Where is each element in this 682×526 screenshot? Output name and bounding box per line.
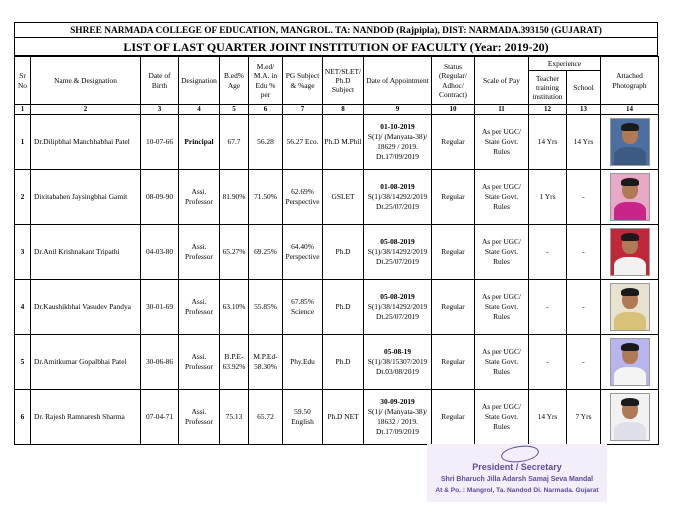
pay-cell: As per UGC/ State Govt. Rules <box>475 390 529 445</box>
photo-body <box>614 312 646 331</box>
dob-cell: 04-03-80 <box>141 225 179 280</box>
sr-cell: 5 <box>15 335 31 390</box>
status-cell: Regular <box>432 170 475 225</box>
designation-cell: Assi. Professor <box>179 390 220 445</box>
net-cell: GSLET <box>323 170 364 225</box>
appointment-date: 05-08-19 <box>383 347 412 357</box>
col-number: 6 <box>249 105 283 115</box>
table-row <box>15 280 659 335</box>
col-number: 1 <box>15 105 31 115</box>
status-cell: Regular <box>432 335 475 390</box>
sr-cell: 2 <box>15 170 31 225</box>
photo-cell <box>601 225 659 280</box>
col-dob: Date of Birth <box>141 57 179 105</box>
pg-cell: 56.27 Eco. <box>283 115 323 170</box>
faculty-table <box>14 56 659 445</box>
exp-school-cell: - <box>567 335 601 390</box>
status-cell: Regular <box>432 115 475 170</box>
exp-school-cell: - <box>567 170 601 225</box>
table-row <box>15 115 659 170</box>
col-designation: Designation <box>179 57 220 105</box>
photo-cell <box>601 115 659 170</box>
signature-stamp <box>427 444 607 502</box>
appointment-cell <box>364 390 432 445</box>
sr-cell: 1 <box>15 115 31 170</box>
net-cell: Ph.D NET <box>323 390 364 445</box>
status-cell: Regular <box>432 225 475 280</box>
pg-cell: Phy.Edu <box>283 335 323 390</box>
exp-teacher-cell: 1 Yrs <box>529 170 567 225</box>
col-number: 8 <box>323 105 364 115</box>
col-number: 7 <box>283 105 323 115</box>
document-title: LIST OF LAST QUARTER JOINT INSTITUTION OF FACULTY (Year: 2019-20) <box>14 38 658 56</box>
stamp-line-3: At & Po. : Mangrol, Ta. Nandod Di. Narmada. Gujarat <box>435 487 599 494</box>
col-net: NET/SLET/ Ph.D Subject <box>323 57 364 105</box>
name-cell: Dixitabahen Jaysingbhai Gamit <box>31 170 141 225</box>
faculty-photo <box>610 338 650 386</box>
med-cell: 71.50% <box>249 170 283 225</box>
exp-school-cell: 14 Yrs <box>567 115 601 170</box>
appointment-date: 05-08-2019 <box>380 237 415 247</box>
col-name: Name & Designation <box>31 57 141 105</box>
appointment-reference: S(1)/38/14292/2019 Dt.25/07/2019 <box>367 302 428 321</box>
sr-cell: 4 <box>15 280 31 335</box>
exp-teacher-cell: - <box>529 225 567 280</box>
stamp-line-2: Shri Bharuch Jilla Adarsh Samaj Seva Mandal <box>440 476 594 483</box>
sr-cell: 3 <box>15 225 31 280</box>
pay-cell: As per UGC/ State Govt. Rules <box>475 335 529 390</box>
bed-cell: 81.90% <box>220 170 249 225</box>
dob-cell: 07-04-71 <box>141 390 179 445</box>
status-cell: Regular <box>432 390 475 445</box>
col-number: 14 <box>601 105 659 115</box>
col-number: 10 <box>432 105 475 115</box>
column-number-row <box>15 105 659 115</box>
col-number: 3 <box>141 105 179 115</box>
col-number: 5 <box>220 105 249 115</box>
dob-cell: 30-06-86 <box>141 335 179 390</box>
designation-cell: Assi. Professor <box>179 225 220 280</box>
net-cell: Ph.D <box>323 335 364 390</box>
pay-cell: As per UGC/ State Govt. Rules <box>475 170 529 225</box>
col-sr: Sr No <box>15 57 31 105</box>
col-photo: Attached Photograph <box>601 57 659 105</box>
med-cell: 55.85% <box>249 280 283 335</box>
med-cell: 69.25% <box>249 225 283 280</box>
col-status: Status (Regular/ Adhoc/ Contract) <box>432 57 475 105</box>
col-pay: Scale of Pay <box>475 57 529 105</box>
status-cell: Regular <box>432 280 475 335</box>
col-bed: B.ed% Age <box>220 57 249 105</box>
photo-hair <box>621 288 639 296</box>
col-exp-school: School <box>567 71 601 105</box>
photo-body <box>614 257 646 276</box>
photo-cell <box>601 170 659 225</box>
med-cell: 65.72 <box>249 390 283 445</box>
med-cell: M.P.Ed- 58.30% <box>249 335 283 390</box>
pg-cell: 64.40% Perspective <box>283 225 323 280</box>
exp-teacher-cell: 14 Yrs <box>529 115 567 170</box>
appointment-reference: S(1)/38/14292/2019 Dt.25/07/2019 <box>367 247 428 266</box>
designation-cell: Assi. Professor <box>179 335 220 390</box>
photo-hair <box>621 123 639 131</box>
pay-cell: As per UGC/ State Govt. Rules <box>475 225 529 280</box>
photo-body <box>614 367 646 386</box>
photo-hair <box>621 343 639 351</box>
document-page <box>14 22 668 445</box>
exp-teacher-cell: 14 Yrs <box>529 390 567 445</box>
photo-body <box>614 147 646 166</box>
faculty-photo <box>610 228 650 276</box>
col-experience: Experience <box>529 57 601 71</box>
designation-cell: Principal <box>179 115 220 170</box>
col-number: 9 <box>364 105 432 115</box>
name-cell: Dr. Rajesh Ramnaresh Sharma <box>31 390 141 445</box>
photo-hair <box>621 233 639 241</box>
col-number: 11 <box>475 105 529 115</box>
appointment-date: 05-08-2019 <box>380 292 415 302</box>
appointment-cell <box>364 170 432 225</box>
pg-cell: 67.85% Science <box>283 280 323 335</box>
appointment-cell <box>364 225 432 280</box>
designation-cell: Assi. Professor <box>179 170 220 225</box>
appointment-reference: S(1)/ (Manyata-38)/ 18632 / 2019. Dt.17/09/2019 <box>367 407 428 436</box>
photo-hair <box>621 398 639 406</box>
appointment-date: 01-10-2019 <box>380 122 415 132</box>
dob-cell: 10-07-66 <box>141 115 179 170</box>
appointment-date: 30-09-2019 <box>380 397 415 407</box>
exp-school-cell: - <box>567 225 601 280</box>
med-cell: 56.28 <box>249 115 283 170</box>
appointment-reference: S(1)/38/14292/2019 Dt.25/07/2019 <box>367 192 428 211</box>
bed-cell: 65.27% <box>220 225 249 280</box>
table-row <box>15 225 659 280</box>
photo-cell <box>601 335 659 390</box>
net-cell: Ph.D <box>323 225 364 280</box>
dob-cell: 30-01-69 <box>141 280 179 335</box>
col-number: 13 <box>567 105 601 115</box>
designation-cell: Assi. Professor <box>179 280 220 335</box>
col-number: 4 <box>179 105 220 115</box>
photo-body <box>614 422 646 441</box>
col-exp-teacher: Teacher training institution <box>529 71 567 105</box>
table-row <box>15 335 659 390</box>
name-cell: Dr.Kaushikbhai Vasudev Pandya <box>31 280 141 335</box>
faculty-photo <box>610 393 650 441</box>
col-med: M.ed/ M.A. in Edu % per <box>249 57 283 105</box>
pg-cell: 59.50 English <box>283 390 323 445</box>
table-row <box>15 170 659 225</box>
faculty-photo <box>610 173 650 221</box>
net-cell: Ph.D <box>323 280 364 335</box>
stamp-line-1: President / Secretary <box>472 462 562 472</box>
pay-cell: As per UGC/ State Govt. Rules <box>475 280 529 335</box>
bed-cell: B.P.E- 63.92% <box>220 335 249 390</box>
appointment-cell <box>364 280 432 335</box>
exp-teacher-cell: - <box>529 335 567 390</box>
college-header: SHREE NARMADA COLLEGE OF EDUCATION, MANGROL. TA: NANDOD (Rajpipla), DIST: NARMADA.393150 (GUJARAT) <box>14 22 658 38</box>
name-cell: Dr.Amitkumar Gopalbhai Patel <box>31 335 141 390</box>
net-cell: Ph.D M.Phil <box>323 115 364 170</box>
appointment-date: 01-08-2019 <box>380 182 415 192</box>
appointment-reference: S(1)/ (Manyata-38)/ 18629 / 2019. Dt.17/09/2019 <box>367 132 428 161</box>
col-appointment: Date of Appointment <box>364 57 432 105</box>
sr-cell: 6 <box>15 390 31 445</box>
photo-body <box>614 202 646 221</box>
bed-cell: 67.7 <box>220 115 249 170</box>
photo-hair <box>621 178 639 186</box>
photo-cell <box>601 280 659 335</box>
name-cell: Dr.Anil Krishnakant Tripathi <box>31 225 141 280</box>
photo-cell <box>601 390 659 445</box>
bed-cell: 75.13 <box>220 390 249 445</box>
col-number: 2 <box>31 105 141 115</box>
col-pg: PG Subject & %age <box>283 57 323 105</box>
exp-school-cell: - <box>567 280 601 335</box>
name-cell: Dr.Dilipbhai Manchhabhai Patel <box>31 115 141 170</box>
faculty-photo <box>610 118 650 166</box>
exp-teacher-cell: - <box>529 280 567 335</box>
bed-cell: 63.10% <box>220 280 249 335</box>
faculty-photo <box>610 283 650 331</box>
table-row <box>15 390 659 445</box>
appointment-reference: S(1)/38/15307/2019 Dt.03/08/2019 <box>367 357 428 376</box>
exp-school-cell: 7 Yrs <box>567 390 601 445</box>
dob-cell: 08-09-90 <box>141 170 179 225</box>
col-number: 12 <box>529 105 567 115</box>
pg-cell: 62.69% Perspective <box>283 170 323 225</box>
pay-cell: As per UGC/ State Govt. Rules <box>475 115 529 170</box>
appointment-cell <box>364 115 432 170</box>
appointment-cell <box>364 335 432 390</box>
